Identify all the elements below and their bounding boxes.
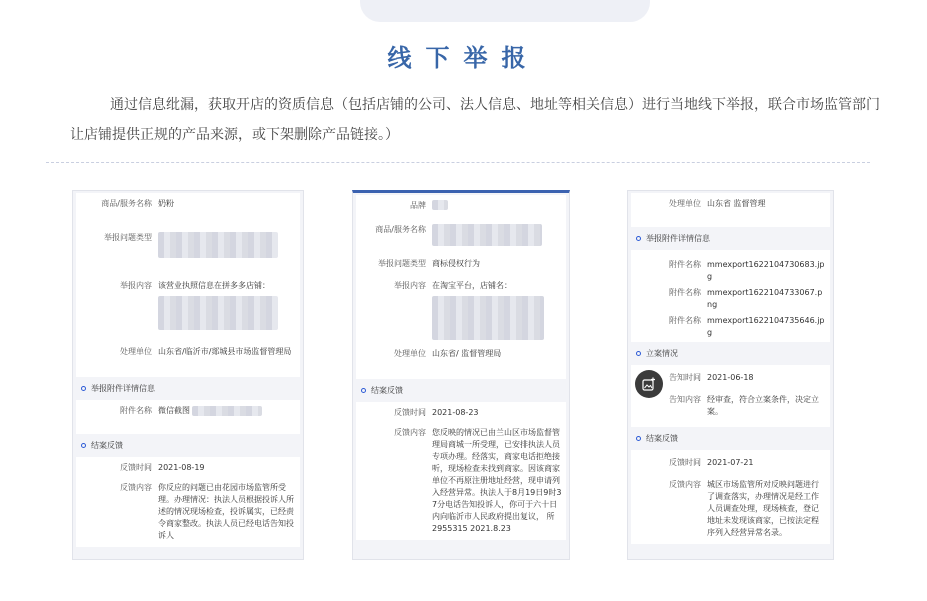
report-screenshot-2 (352, 190, 570, 560)
attachment-card (631, 250, 830, 342)
section-header (628, 429, 833, 448)
feedback-card (631, 450, 830, 544)
add-image-button[interactable] (635, 370, 663, 398)
attachment-link[interactable]: mmexport1622104730683.jpg (707, 260, 825, 281)
redacted-block (192, 406, 262, 416)
field-label: 举报问题类型 (104, 233, 152, 242)
section-title: 结案反馈 (646, 434, 678, 443)
section-header (73, 436, 303, 455)
field-value: 经审查，符合立案条件，决定立案。 (707, 395, 819, 416)
field-label: 举报内容 (120, 281, 152, 290)
dashed-divider (46, 162, 870, 163)
feedback-card (76, 457, 300, 547)
field-value: 山东省/临沂市/郯城县市场监督管理局 (158, 347, 292, 356)
unit-card (631, 193, 830, 227)
field-text: 微信截图 (158, 406, 190, 415)
field-value: 山东省/ 监督管理局 (432, 349, 502, 358)
field-label: 商品/服务名称 (375, 225, 426, 234)
feedback-card (356, 402, 566, 540)
field-label: 处理单位 (120, 347, 152, 356)
section-header (353, 381, 569, 400)
section-header (628, 344, 833, 363)
field-label: 反馈内容 (394, 428, 426, 437)
field-value: 山东省 监督管理 (707, 199, 766, 208)
section-dot-icon (81, 443, 86, 448)
field-value: 2021-07-21 (707, 458, 754, 467)
section-title: 立案情况 (646, 349, 678, 358)
attachment-link[interactable]: mmexport1622104735646.jpg (707, 316, 825, 337)
intro-paragraph: 通过信息纰漏，获取开店的资质信息（包括店铺的公司、法人信息、地址等相关信息）进行当地线下举报，联合市场监管部门让店铺提供正规的产品来源，或下架删除产品链接。） (70, 97, 880, 143)
section-dot-icon (361, 388, 366, 393)
report-info-card (356, 195, 566, 379)
report-info-card (76, 193, 300, 377)
attachment-link[interactable]: mmexport1622104733067.png (707, 288, 823, 309)
field-label: 附件名称 (669, 316, 701, 325)
field-label: 反馈内容 (120, 483, 152, 492)
redacted-block (432, 296, 544, 340)
section-dot-icon (636, 436, 641, 441)
section-dot-icon (636, 351, 641, 356)
section-title: 举报附件详情信息 (646, 234, 710, 243)
field-value: 城区市场监管所对反映问题进行了调查落实，办理情况是经工作人员调查处理，现场核查，登记地址未发现该商家，已按法定程序列入经营异常名录。 (707, 480, 819, 537)
page-title: 线下举报 (387, 44, 540, 72)
section-title: 结案反馈 (91, 441, 123, 450)
top-decoration (360, 0, 650, 22)
redacted-block (432, 200, 448, 210)
section-header (73, 379, 303, 398)
field-label: 反馈内容 (669, 480, 701, 489)
field-label: 处理单位 (669, 199, 701, 208)
field-value (432, 280, 566, 344)
section-title: 结案反馈 (371, 386, 403, 395)
field-value (158, 280, 300, 340)
redacted-block (432, 224, 542, 246)
field-value: 2021-08-19 (158, 463, 205, 472)
field-label: 反馈时间 (120, 463, 152, 472)
attachment-card (76, 400, 300, 434)
field-label: 品牌 (410, 201, 426, 210)
section-dot-icon (81, 386, 86, 391)
field-value: 奶粉 (158, 199, 174, 208)
field-label: 告知内容 (669, 395, 701, 404)
field-value: 您反映的情况已由兰山区市场监督管理局商城一所受理，已安排执法人员专项办理。经落实，商家电话拒绝接听，现场检查未找到商家。因该商家单位不再原注册地址经营，现申请列入经营异常。执法人于8月19日9时37分电话告知投诉人，你可于六十日内向临沂市人民政府提出复议， 所 2955315 2021.8.23 (432, 428, 562, 533)
field-label: 告知时间 (669, 373, 701, 382)
field-text: 在淘宝平台，店铺名： (432, 281, 512, 290)
field-label: 处理单位 (394, 349, 426, 358)
field-label: 举报内容 (394, 281, 426, 290)
redacted-block (158, 296, 278, 330)
section-header (628, 229, 833, 248)
field-value (432, 224, 566, 254)
report-screenshot-1 (72, 190, 304, 560)
field-label: 商品/服务名称 (101, 199, 152, 208)
field-label: 附件名称 (669, 260, 701, 269)
section-title: 举报附件详情信息 (91, 384, 155, 393)
field-value: 2021-06-18 (707, 373, 754, 382)
field-label: 附件名称 (669, 288, 701, 297)
field-label: 举报问题类型 (378, 259, 426, 268)
field-value (432, 200, 566, 218)
field-text: 该营业执照信息在拼多多店铺： (158, 281, 270, 290)
redacted-block (158, 232, 278, 258)
field-label: 反馈时间 (394, 408, 426, 417)
field-value: 你反应的问题已由花园市场监管所受理。办理情况：执法人员根据投诉人所述的情况现场检查，投诉属实，已经责令商家整改。执法人员已经电话告知投诉人 (158, 483, 294, 540)
section-dot-icon (636, 236, 641, 241)
case-card (631, 365, 830, 427)
field-value: 2021-08-23 (432, 408, 479, 417)
field-label: 附件名称 (120, 406, 152, 415)
field-value (158, 232, 300, 272)
add-image-icon (642, 377, 656, 391)
field-value (158, 405, 300, 429)
field-value: 商标侵权行为 (432, 259, 480, 268)
field-label: 反馈时间 (669, 458, 701, 467)
